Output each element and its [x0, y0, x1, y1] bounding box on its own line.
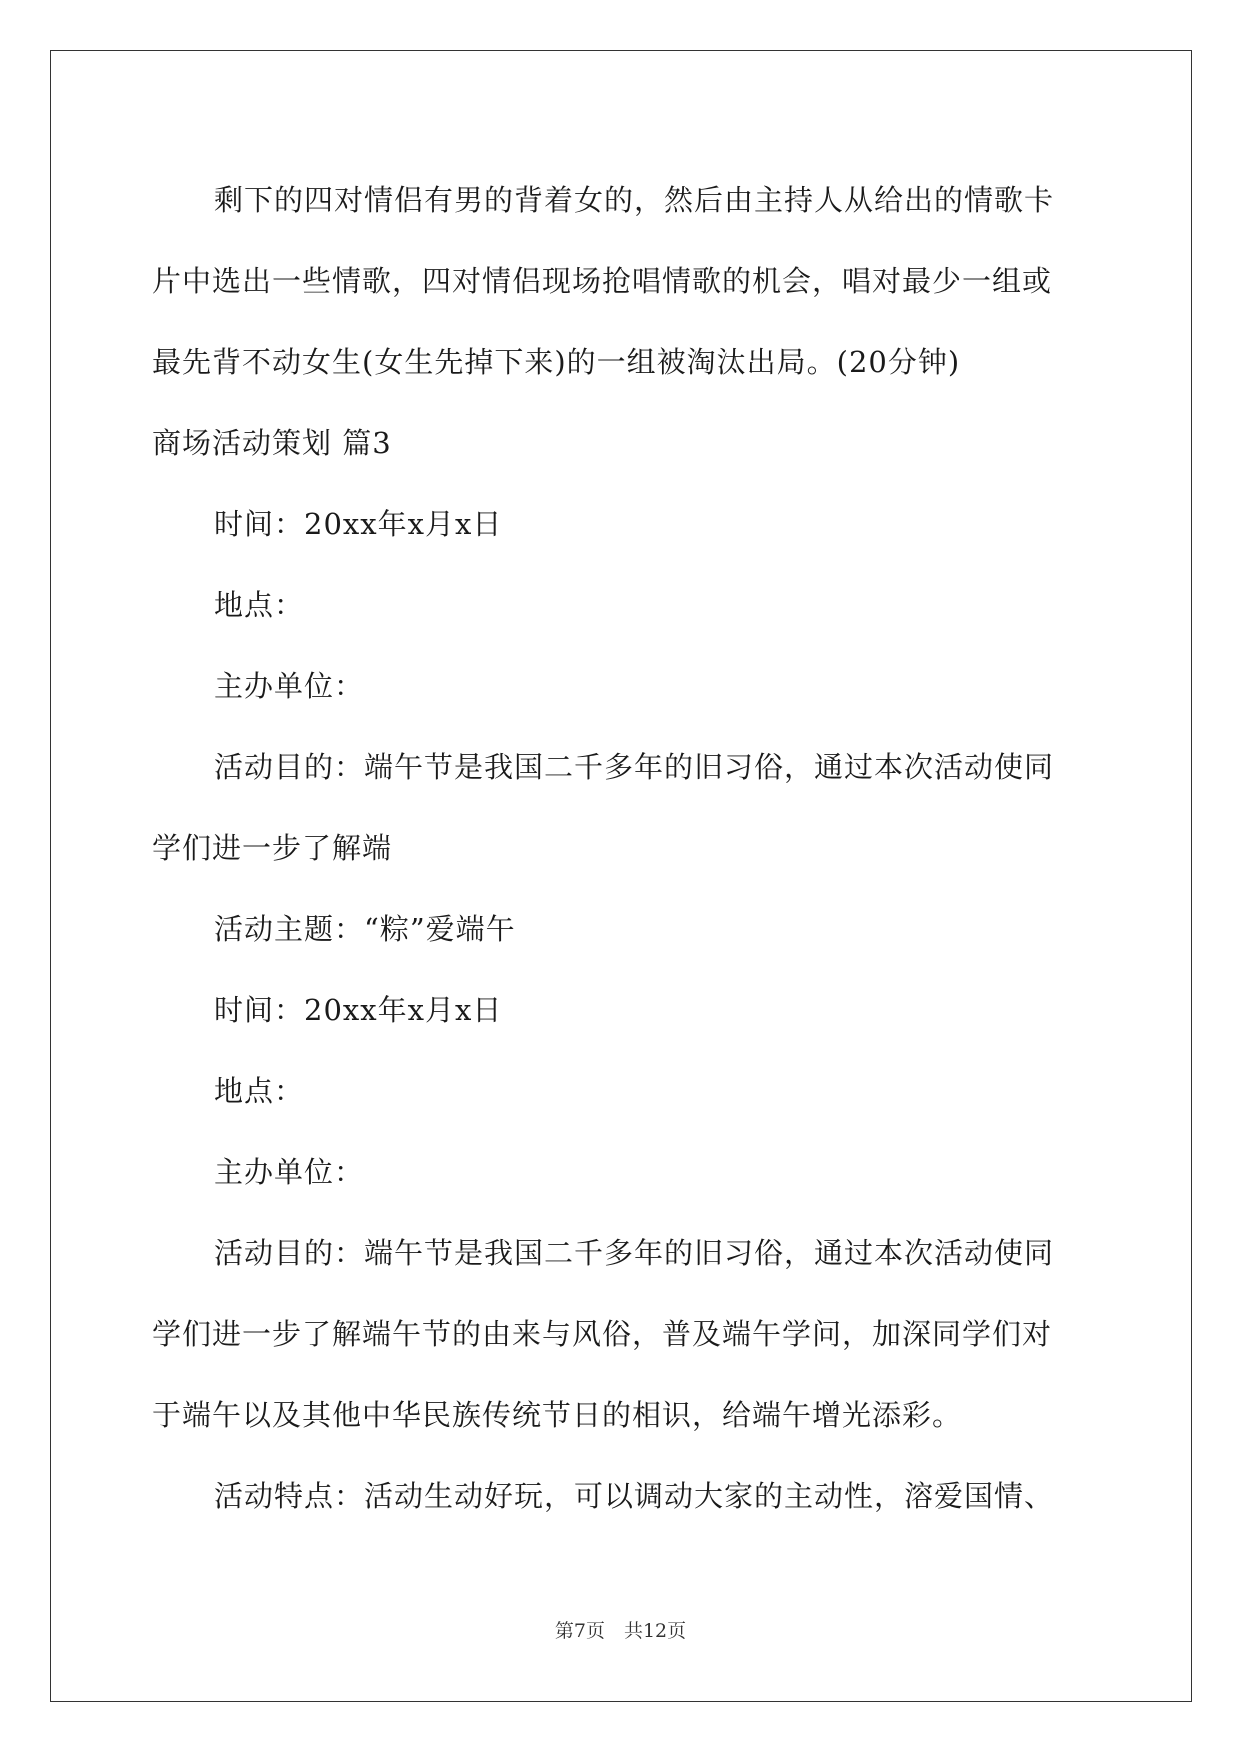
paragraph-line: 活动特点：活动生动好玩，可以调动大家的主动性，溶爱国情、	[214, 1479, 1055, 1513]
paragraph-line: 活动目的：端午节是我国二千多年的旧习俗，通过本次活动使同	[214, 750, 1055, 784]
paragraph-line: 于端午以及其他中华民族传统节日的相识，给端午增光添彩。	[152, 1398, 963, 1432]
paragraph-line: 片中选出一些情歌，四对情侣现场抢唱情歌的机会，唱对最少一组或	[152, 264, 1053, 298]
paragraph-line: 主办单位：	[214, 669, 365, 703]
paragraph-line: 主办单位：	[214, 1155, 365, 1189]
document-body	[152, 160, 1092, 1537]
paragraph-line: 时间：20xx年x月x日	[214, 507, 503, 541]
paragraph-line: 剩下的四对情侣有男的背着女的，然后由主持人从给出的情歌卡	[214, 183, 1055, 217]
paragraph-line: 活动目的：端午节是我国二千多年的旧习俗，通过本次活动使同	[214, 1236, 1055, 1270]
page-number-footer: 第7页 共12页	[554, 1620, 687, 1642]
paragraph-line: 地点：	[214, 588, 305, 622]
paragraph-line: 活动主题：“粽”爱端午	[214, 912, 516, 946]
paragraph-line: 地点：	[214, 1074, 305, 1108]
paragraph-line: 学们进一步了解端	[152, 831, 393, 865]
paragraph-line: 时间：20xx年x月x日	[214, 993, 503, 1027]
paragraph-line: 学们进一步了解端午节的由来与风俗，普及端午学问，加深同学们对	[152, 1317, 1053, 1351]
paragraph-line: 最先背不动女生(女生先掉下来)的一组被淘汰出局。(20分钟)	[152, 345, 961, 379]
section-heading: 商场活动策划 篇3	[152, 426, 392, 460]
